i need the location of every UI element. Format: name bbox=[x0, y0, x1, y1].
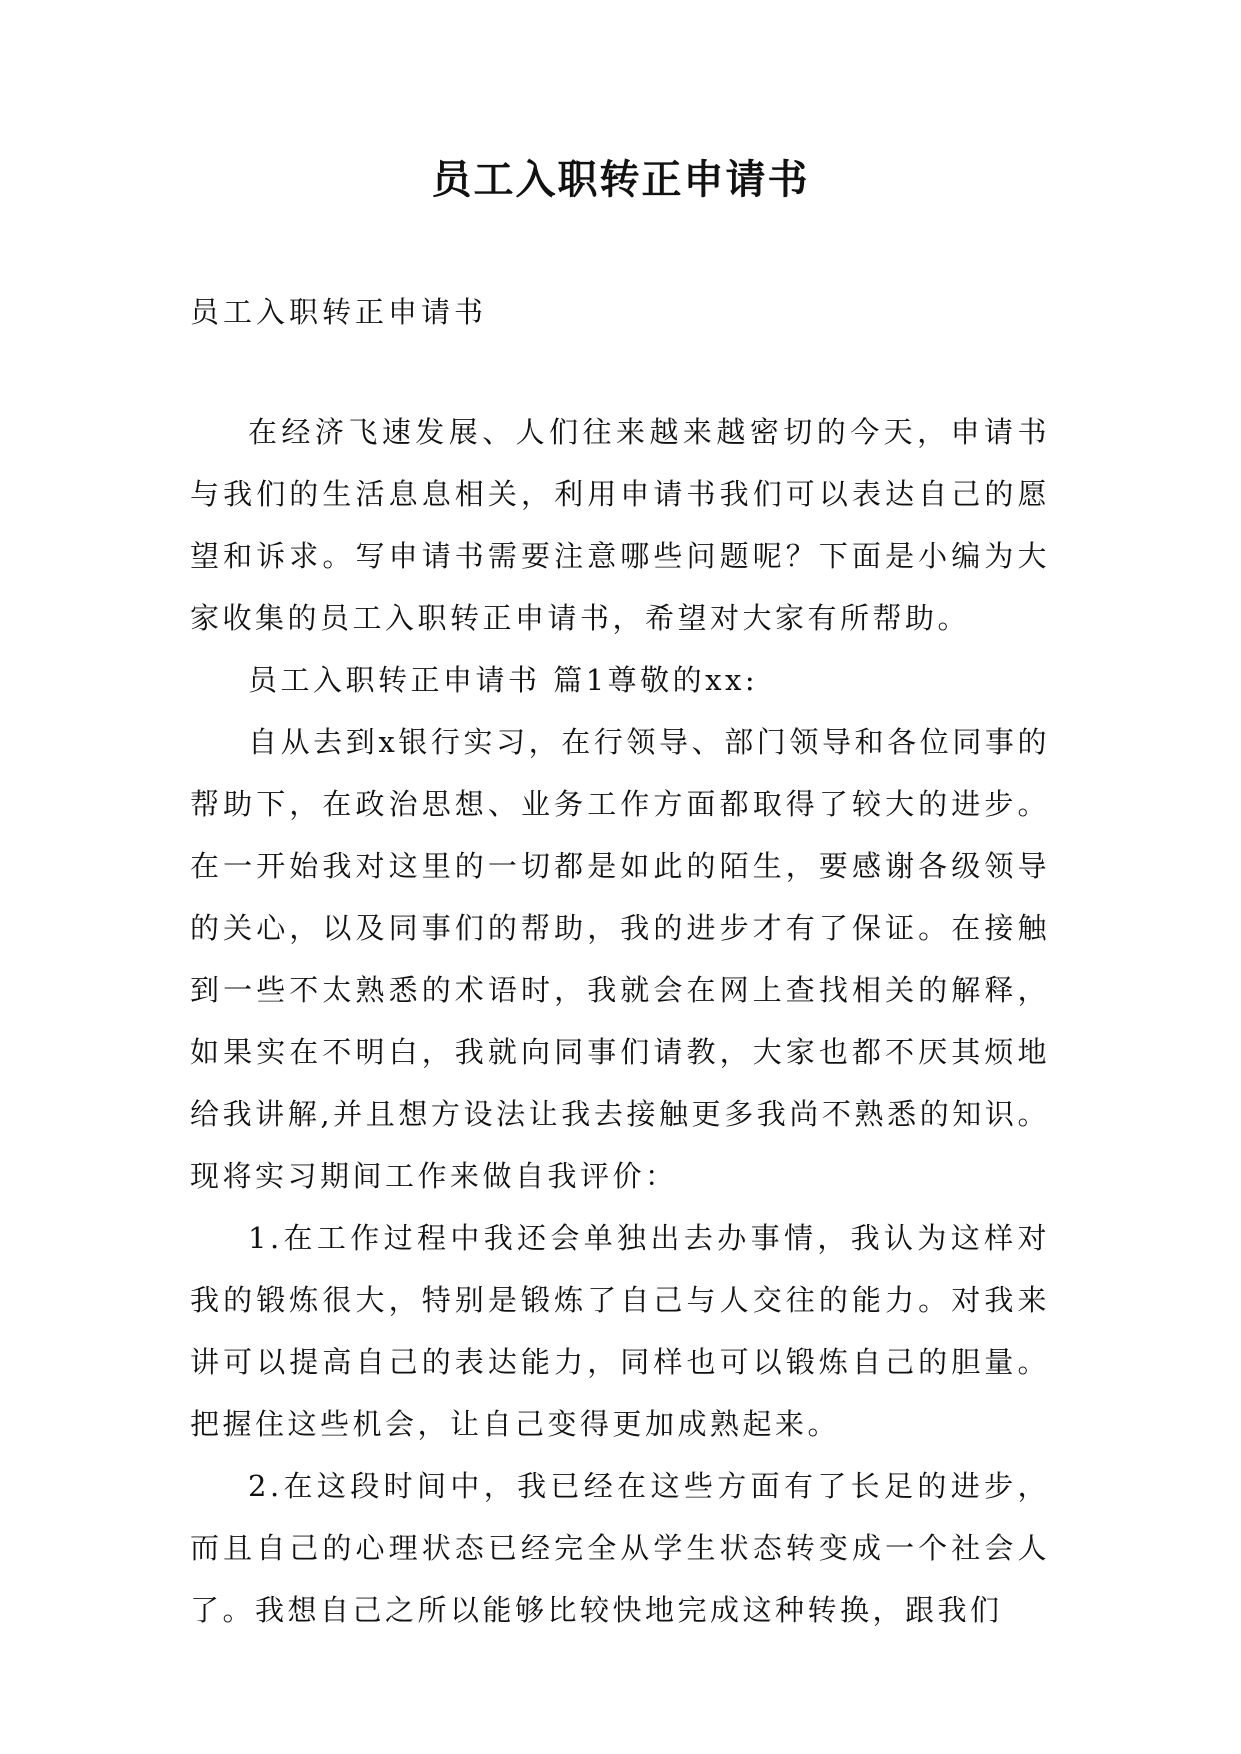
document-title: 员工入职转正申请书 bbox=[431, 156, 810, 203]
document-subheading: 员工入职转正申请书 bbox=[190, 295, 488, 329]
paragraph-salutation: 员工入职转正申请书 篇1尊敬的xx: bbox=[248, 663, 759, 697]
document-body bbox=[190, 401, 1050, 1641]
paragraph-self-review: 自从去到x银行实习，在行领导、部门领导和各位同事的帮助下，在政治思想、业务工作方面都取得了较大的进步。在一开始我对这里的一切都是如此的陌生，要感谢各级领导的关心，以及同事们的帮助，我的进步才有了保证。在接触到一些不太熟悉的术语时，我就会在网上查找相关的解释，如果实在不明白，我就向同事们请教，大家也都不厌其烦地给我讲解,并且想方设法让我去接触更多我尚不熟悉的知识。现将实习期间工作来做自我评价： bbox=[190, 725, 1050, 1193]
paragraph-intro: 在经济飞速发展、人们往来越来越密切的今天，申请书与我们的生活息息相关，利用申请书我们可以表达自己的愿望和诉求。写申请书需要注意哪些问题呢？下面是小编为大家收集的员工入职转正申请书，希望对大家有所帮助。 bbox=[190, 415, 1050, 635]
paragraph-point-2: 2.在这段时间中，我已经在这些方面有了长足的进步，而且自己的心理状态已经完全从学生状态转变成一个社会人了。我想自己之所以能够比较快地完成这种转换，跟我们 bbox=[190, 1469, 1050, 1627]
paragraph-point-1: 1.在工作过程中我还会单独出去办事情，我认为这样对我的锻炼很大，特别是锻炼了自己与人交往的能力。对我来讲可以提高自己的表达能力，同样也可以锻炼自己的胆量。把握住这些机会，让自己变得更加成熟起来。 bbox=[190, 1221, 1050, 1441]
